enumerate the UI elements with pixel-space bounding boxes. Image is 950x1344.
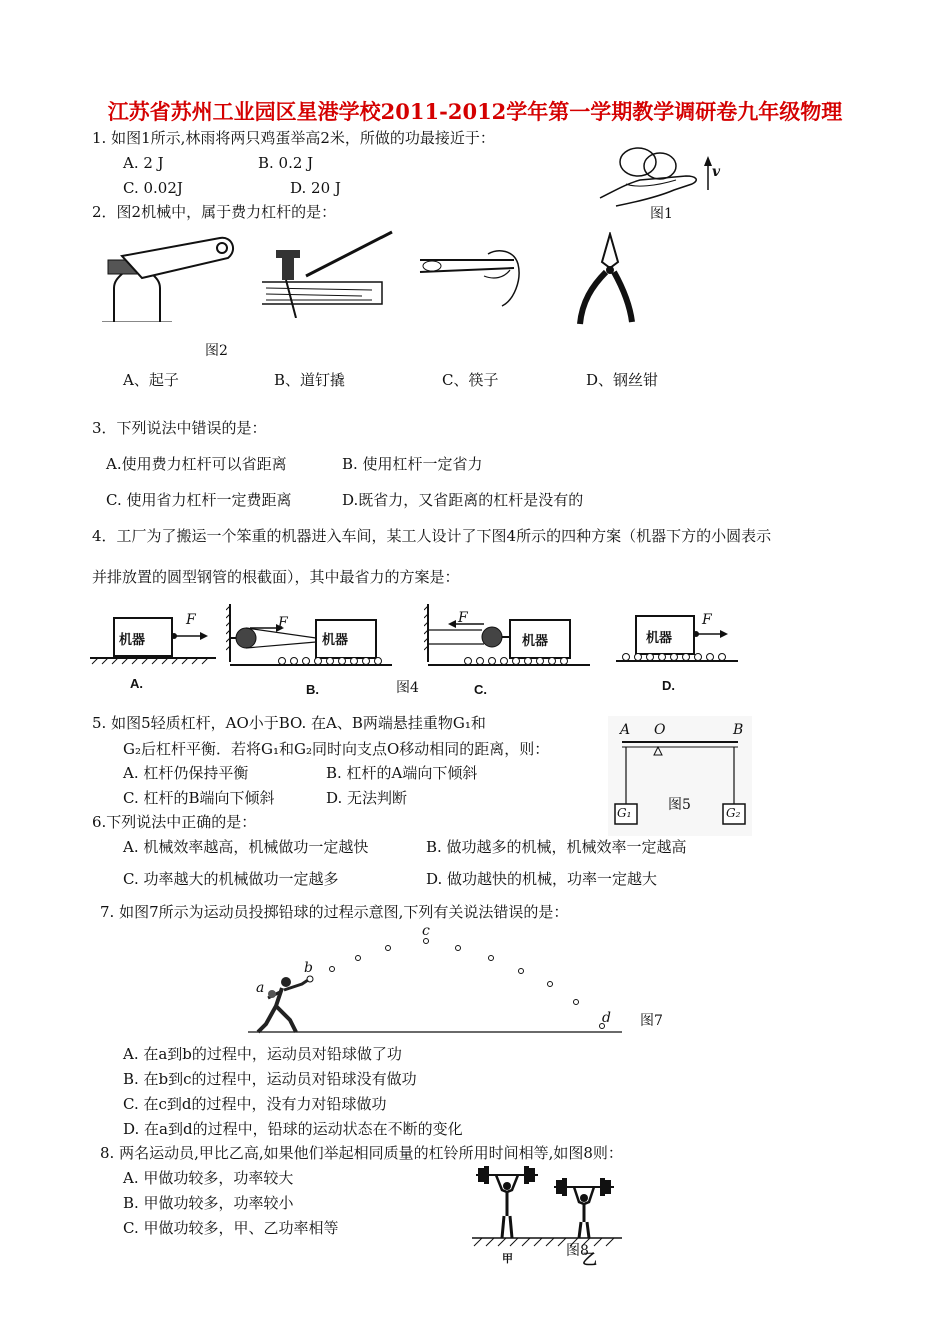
figure-7-shot-put	[246, 924, 626, 1036]
q6-option-b: B. 做功越多的机械，机械效率一定越高	[426, 838, 687, 856]
q3-option-b: B. 使用杠杆一定省力	[342, 455, 483, 473]
figure-5-label: 图5	[668, 797, 691, 813]
label-yi: 乙	[582, 1250, 598, 1268]
q5-option-b: B. 杠杆的A端向下倾斜	[326, 764, 478, 782]
option-label-c: C.	[474, 682, 487, 697]
option-label-b: B.	[306, 682, 319, 697]
point-a-label: A	[620, 722, 631, 738]
point-c-shot: c	[422, 923, 430, 939]
q2-option-b: B、道钉撬	[274, 371, 346, 389]
q1-stem: 1. 如图1所示,林雨将两只鸡蛋举高2米，所做的功最接近于：	[92, 129, 495, 147]
q5-stem-line2: G₂后杠杆平衡．若将G₁和G₂同时向支点O移动相同的距离，则：	[123, 740, 550, 758]
figure-4-option-b	[226, 604, 396, 672]
q3-option-c: C. 使用省力杠杆一定费距离	[106, 491, 292, 509]
q6-option-d: D. 做功越快的机械，功率一定越大	[426, 870, 658, 888]
figure-4-option-c	[424, 604, 594, 672]
q1-option-a: A. 2 J	[123, 154, 164, 172]
figure-2-pliers	[572, 232, 642, 326]
figure-4-option-d	[614, 606, 744, 666]
q8-stem: 8. 两名运动员,甲比乙高,如果他们举起相同质量的杠铃所用时间相等,如图8则：	[100, 1144, 623, 1162]
q6-stem: 6.下列说法中正确的是：	[92, 813, 257, 831]
figure-1-label: 图1	[650, 206, 673, 222]
force-label-c: F	[458, 610, 468, 626]
figure-8-weightlifters	[472, 1160, 622, 1250]
figure-2-label: 图2	[205, 343, 228, 359]
point-b-shot: b	[304, 960, 313, 976]
figure-8-label: 图8	[566, 1243, 589, 1259]
q2-option-c: C、筷子	[442, 371, 499, 389]
q7-option-c: C. 在c到d的过程中，没有力对铅球做功	[123, 1095, 387, 1113]
weight-g2-label: G₂	[726, 806, 741, 820]
q6-option-a: A. 机械效率越高，机械做功一定越快	[123, 838, 369, 856]
machine-label-c: 机器	[522, 633, 549, 648]
machine-label-a: 机器	[119, 632, 146, 647]
q1-option-c: C. 0.02J	[123, 179, 183, 197]
q8-option-a: A. 甲做功较多，功率较大	[123, 1169, 294, 1187]
option-label-d: D.	[662, 678, 675, 693]
figure-2-bottle-opener	[102, 236, 242, 322]
page-title: 江苏省苏州工业园区星港学校2011-2012学年第一学期教学调研卷九年级物理	[107, 99, 843, 124]
machine-label-b: 机器	[322, 632, 349, 647]
q2-option-d: D、钢丝钳	[586, 371, 659, 389]
point-a-shot: a	[256, 980, 265, 996]
force-label-a: F	[186, 612, 196, 628]
q8-option-b: B. 甲做功较多，功率较小	[123, 1194, 294, 1212]
force-label-d: F	[702, 612, 712, 628]
figure-4-option-a	[90, 606, 220, 666]
q7-option-a: A. 在a到b的过程中，运动员对铅球做了功	[123, 1045, 402, 1063]
q5-option-a: A. 杠杆仍保持平衡	[123, 764, 249, 782]
q2-option-a: A、起子	[123, 371, 179, 389]
q5-stem-line1: 5. 如图5轻质杠杆，AO小于BO. 在A、B两端悬挂重物G₁和	[92, 714, 486, 732]
q5-option-d: D. 无法判断	[326, 789, 408, 807]
q3-option-d: D.既省力，又省距离的杠杆是没有的	[342, 491, 584, 509]
figure-2-nail-puller	[262, 228, 402, 318]
q3-option-a: A.使用费力杠杆可以省距离	[106, 455, 287, 473]
point-o-label: O	[654, 722, 666, 738]
weight-g1-label: G₁	[617, 806, 632, 820]
point-d-shot: d	[602, 1010, 611, 1026]
q3-stem: 3．下列说法中错误的是：	[92, 419, 267, 437]
q1-option-d: D. 20 J	[290, 179, 341, 197]
q1-option-b: B. 0.2 J	[258, 154, 314, 172]
force-label-b: F	[278, 615, 288, 631]
machine-label-d: 机器	[646, 630, 673, 645]
q8-option-c: C. 甲做功较多，甲、乙功率相等	[123, 1219, 339, 1237]
point-b-label: B	[733, 722, 744, 738]
q4-stem-line1: 4．工厂为了搬运一个笨重的机器进入车间，某工人设计了下图4所示的四种方案（机器下方的小圆表示	[92, 527, 772, 545]
option-label-a: A.	[130, 676, 143, 691]
q6-option-c: C. 功率越大的机械做功一定越多	[123, 870, 339, 888]
velocity-label: v	[712, 164, 721, 180]
q2-stem: 2．图2机械中，属于费力杠杆的是：	[92, 203, 337, 221]
figure-2-chopsticks	[418, 240, 528, 310]
figure-4-label: 图4	[396, 680, 419, 696]
label-jia: 甲	[502, 1252, 513, 1265]
q5-option-c: C. 杠杆的B端向下倾斜	[123, 789, 275, 807]
q7-option-d: D. 在a到d的过程中，铅球的运动状态在不断的变化	[123, 1120, 463, 1138]
q4-stem-line2: 并排放置的圆型钢管的根截面），其中最省力的方案是：	[92, 568, 460, 586]
q7-stem: 7. 如图7所示为运动员投掷铅球的过程示意图,下列有关说法错误的是：	[100, 903, 569, 921]
figure-7-label: 图7	[640, 1013, 663, 1029]
q7-option-b: B. 在b到c的过程中，运动员对铅球没有做功	[123, 1070, 417, 1088]
